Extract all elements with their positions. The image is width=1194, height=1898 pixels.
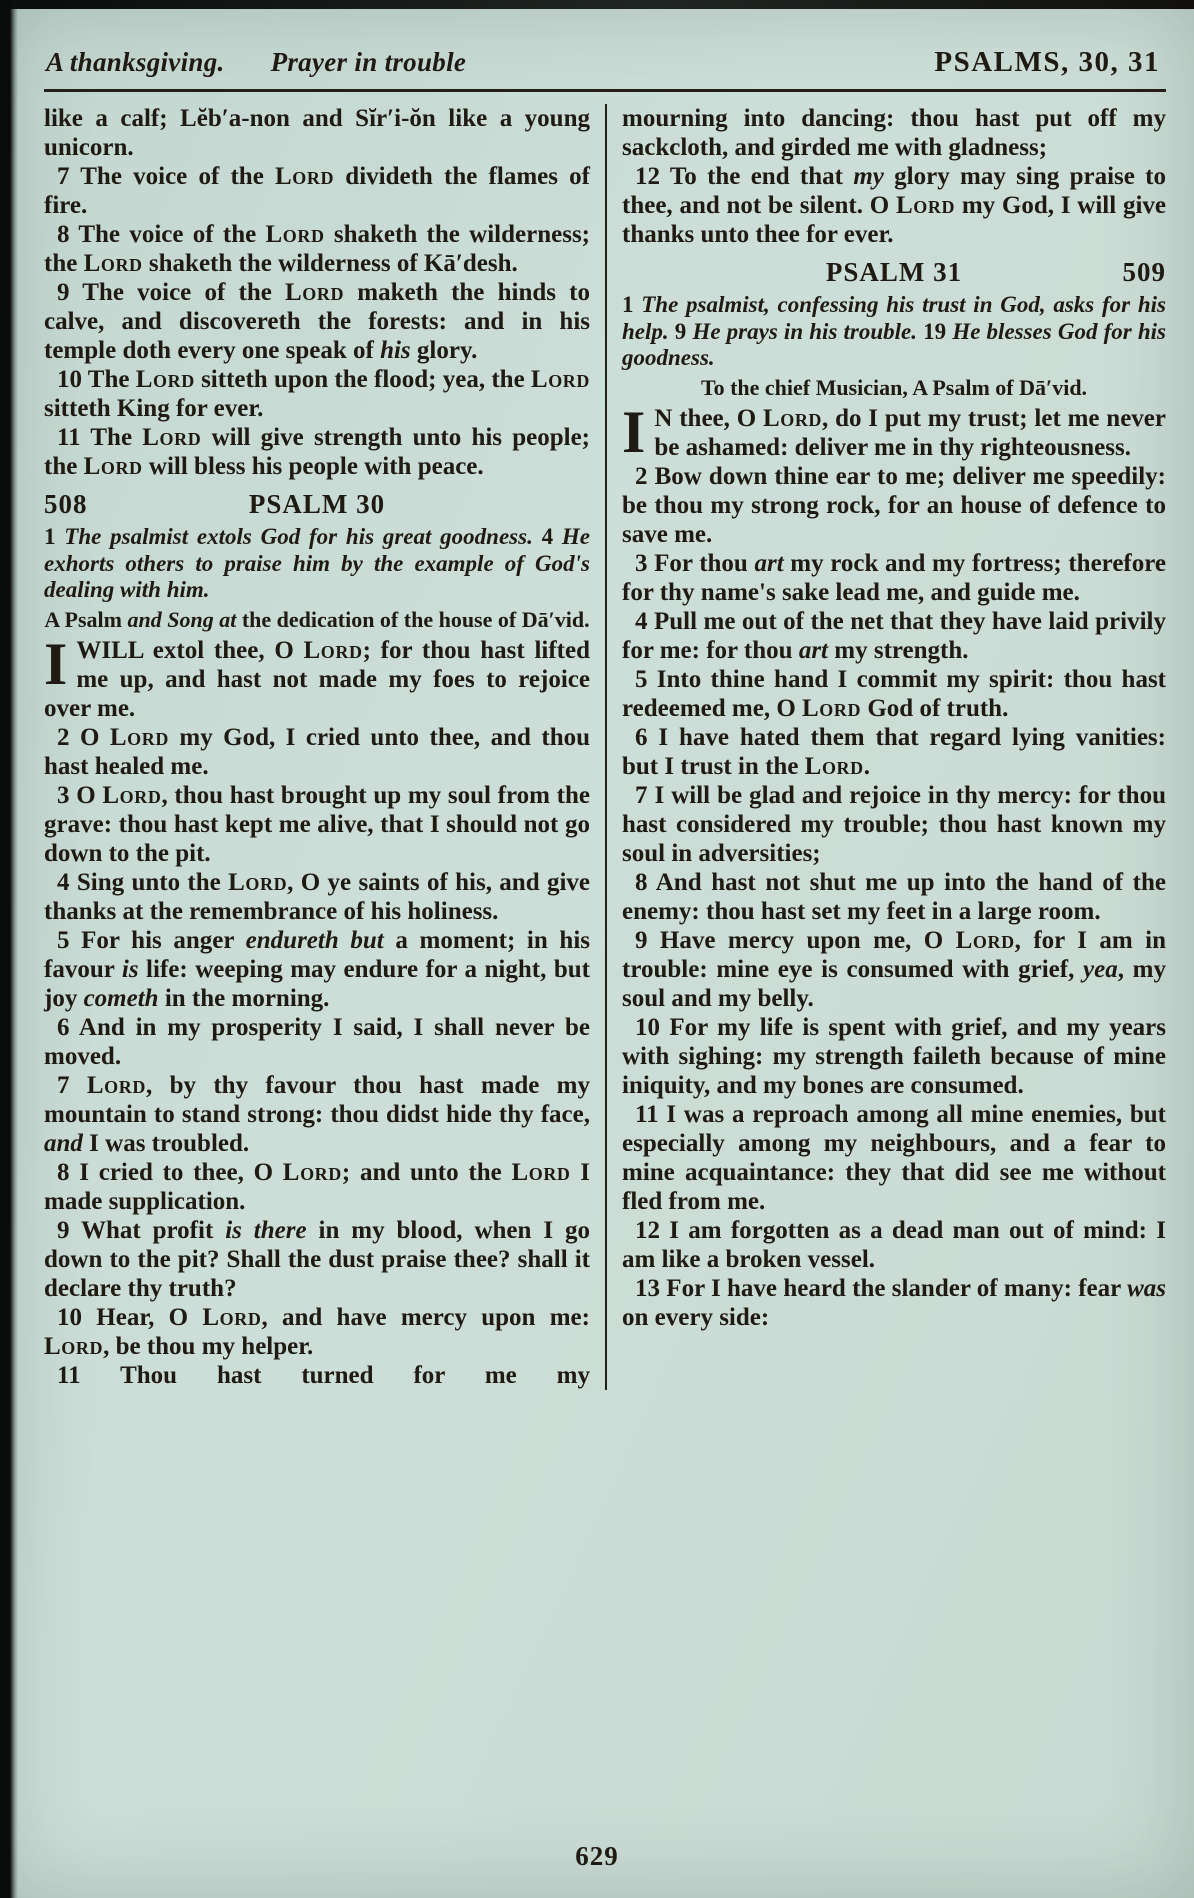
divine-name: Lord (511, 1158, 571, 1186)
drop-cap: I (44, 630, 68, 697)
running-head-right: PSALMS, 30, 31 (934, 46, 1160, 78)
text-run: 7 I will be glad and rejoice in thy mercy: for thou hast considered my trouble; thou hast known my soul in adversities; (622, 781, 1166, 867)
text-run: life: weeping may endure for a night, but joy (44, 955, 590, 1012)
italic-run: The psalmist extols God for his great goodness. (64, 524, 533, 549)
text-run: 7 The voice of the (57, 163, 276, 190)
text-run: 11 Thou hast turned for me my (57, 1361, 590, 1389)
psalm-title: PSALM 30 (248, 489, 386, 519)
psalm-page-ref-left: 508 (44, 489, 88, 519)
text-run: ; for thou hast lifted me up, and hast not made my foes to rejoice over me. (44, 636, 590, 722)
divine-name: Lord (275, 163, 335, 190)
text-run: mourning into dancing: thou hast put off my sackcloth, and girded me with gladness; (622, 105, 1166, 161)
verse-paragraph (44, 1013, 590, 1071)
text-run: the dedication of the house of Dā′vid. (236, 606, 590, 632)
divine-name: Lord (109, 723, 169, 751)
text-run: 9 (668, 318, 693, 344)
text-run: will bless his people with peace. (142, 453, 484, 480)
text-run: on every side: (622, 1303, 770, 1331)
text-run: N thee, O (654, 404, 763, 432)
text-run: A Psalm (44, 606, 128, 632)
divine-name: Lord (86, 1071, 146, 1099)
text-run: a moment; in his favour (44, 926, 590, 983)
text-run: 9 The voice of the (57, 279, 286, 306)
drop-cap: I (622, 398, 646, 465)
continuation-paragraph (44, 104, 590, 162)
italic-run: He prays in his trouble. (692, 318, 918, 344)
text-run: ; and unto the (341, 1158, 512, 1186)
divine-name: Lord (303, 636, 363, 664)
verse-paragraph (622, 868, 1166, 926)
text-run: glory may sing praise to thee, and not be silent. O (622, 163, 1166, 219)
divine-name: Lord (802, 694, 862, 722)
header-rule (44, 89, 1166, 92)
verse-paragraph (44, 1361, 590, 1390)
running-head-left-phrase-1: A thanksgiving. (46, 47, 225, 77)
italic-run: was (1127, 1274, 1166, 1302)
text-run: glory. (410, 337, 478, 364)
verse-paragraph (44, 365, 590, 423)
text-run: 3 O (57, 781, 103, 809)
text-run: , do I put my trust; let me never be ashamed: deliver me in thy righteousness. (654, 404, 1167, 461)
divine-name: Lord (804, 752, 864, 780)
text-run: my strength. (828, 636, 969, 664)
text-run: like a calf; Lĕb′a-non and Sĭr′i-ŏn like a young unicorn. (44, 105, 590, 161)
verse-paragraph (44, 926, 590, 1013)
text-run: 8 The voice of the (57, 221, 266, 248)
verse-paragraph (44, 868, 590, 926)
italic-run: and (44, 1129, 83, 1157)
verse-paragraph (622, 926, 1166, 1013)
verse-paragraph (622, 462, 1166, 549)
text-run: in my blood, when I go down to the pit? Shall the dust praise thee? shall it declare thy truth? (44, 1216, 590, 1302)
divine-name: Lord (228, 868, 288, 896)
text-run: my rock and my fortress; therefore for thy name's sake lead me, and guide me. (622, 549, 1166, 606)
text-run: my God, I will give thanks unto thee for ever. (622, 192, 1166, 248)
text-run: 10 The (57, 366, 136, 393)
italic-run: art (798, 636, 829, 664)
italic-run: and Song at (127, 606, 237, 632)
verse-paragraph (44, 423, 590, 481)
text-run: . (863, 752, 870, 780)
text-run: 7 (57, 1071, 87, 1099)
verse-paragraph (44, 1071, 590, 1158)
divine-name: Lord (530, 366, 590, 393)
divine-name: Lord (955, 926, 1015, 954)
left-column (44, 104, 605, 1390)
italic-run: art (754, 549, 784, 577)
text-run: 10 For my life is spent with grief, and my years with sighing: my strength faileth because of mine iniquity, and my bones are consumed. (622, 1013, 1166, 1099)
text-run: sitteth King for ever. (44, 395, 264, 422)
verse-paragraph (622, 723, 1166, 781)
text-run: WILL extol thee, O (76, 636, 304, 664)
verse-paragraph (622, 1216, 1166, 1274)
verse-paragraph (622, 665, 1166, 723)
text-run: 12 To the end that (635, 163, 854, 190)
text-run: , for I am in trouble: mine eye is consumed with grief, (622, 926, 1166, 983)
text-run: 19 (917, 318, 953, 344)
divine-name: Lord (44, 1332, 104, 1360)
psalm-heading (622, 258, 1166, 287)
divine-name: Lord (83, 250, 143, 277)
verse-paragraph (622, 1274, 1166, 1332)
divine-name: Lord (265, 221, 325, 248)
verse-paragraph (44, 781, 590, 868)
text-run: 6 I have hated them that regard lying vanities: but I trust in the (622, 723, 1166, 780)
text-run: , my soul and my belly. (622, 955, 1167, 1012)
verse-paragraph (622, 607, 1166, 665)
text-run: 3 For thou (635, 549, 755, 577)
text-run: shaketh the wilderness of Kā′desh. (142, 250, 518, 277)
psalm-page-ref-right: 509 (1122, 257, 1166, 287)
italic-run: yea (1083, 955, 1118, 983)
divine-name: Lord (202, 1303, 262, 1331)
text-run: 8 And hast not shut me up into the hand of the enemy: thou hast set my feet in a large room. (622, 868, 1166, 925)
psalm-inscription (44, 607, 590, 632)
text-run: 13 For I have heard the slander of many: fear (635, 1274, 1128, 1302)
text-run: 12 I am forgotten as a dead man out of mind: I am like a broken vessel. (622, 1216, 1166, 1273)
text-run: God of truth. (861, 694, 1009, 722)
italic-run: He blesses God for his goodness. (622, 318, 1166, 370)
verse-paragraph (622, 1013, 1166, 1100)
italic-run: my (853, 163, 884, 190)
text-run: shaketh the wilderness; the (44, 221, 591, 277)
italic-run: cometh (83, 984, 159, 1012)
text-run: I made supplication. (44, 1158, 591, 1215)
verse-paragraph (44, 278, 590, 365)
text-run: in the morning. (158, 984, 330, 1012)
text-run: , O ye saints of his, and give thanks at the remembrance of his holiness. (44, 868, 590, 925)
text-run: 5 Into thine hand I commit my spirit: thou hast redeemed me, O (622, 665, 1166, 722)
text-run: 9 What profit (57, 1216, 226, 1244)
italic-run: endureth but (245, 926, 384, 954)
verse-paragraph (622, 1100, 1166, 1216)
verse-paragraph (44, 630, 590, 723)
text-run: 11 I was a reproach among all mine enemies, but especially among my neighbours, and a fear to mine acquaintance: they that did see me without fled from me. (622, 1100, 1166, 1215)
verse-paragraph (44, 1216, 590, 1303)
italic-run: is there (225, 1216, 307, 1244)
verse-paragraph (622, 162, 1166, 249)
text-run: my God, I cried unto thee, and thou hast healed me. (44, 723, 590, 780)
verse-paragraph (622, 398, 1167, 465)
continuation-paragraph (622, 104, 1166, 162)
verse-paragraph (44, 1158, 590, 1216)
text-run: 6 And in my prosperity I said, I shall never be moved. (44, 1013, 590, 1070)
chapter-argument (44, 524, 590, 604)
text-run: will give strength unto his people; the (44, 424, 591, 480)
psalm-heading (44, 490, 590, 519)
text-run: 2 O (57, 723, 110, 751)
divine-name: Lord (895, 192, 956, 219)
text-run: , thou hast brought up my soul from the grave: thou hast kept me alive, that I should not go down to the pit. (44, 781, 590, 867)
text-run: 11 The (57, 424, 143, 451)
divine-name: Lord (83, 453, 143, 480)
verse-paragraph (622, 781, 1166, 868)
text-run: 10 Hear, O (57, 1303, 203, 1331)
page-footer (0, 1841, 1194, 1872)
psalm-inscription (622, 375, 1166, 400)
verse-paragraph (44, 220, 590, 278)
running-header (44, 46, 1166, 79)
divine-name: Lord (102, 781, 162, 809)
text-run: 5 For his anger (57, 926, 246, 954)
text-columns (44, 104, 1166, 1390)
text-run: divideth the flames of fire. (44, 163, 590, 219)
chapter-argument (622, 292, 1166, 372)
italic-run: The psalmist, confessing his trust in God, asks for his help. (622, 292, 1166, 344)
text-run: To the chief Musician, A Psalm of Dā′vid. (700, 374, 1088, 400)
italic-run: He exhorts others to praise him by the example of God's dealing with him. (44, 524, 591, 602)
text-run: 9 Have mercy upon me, O (635, 926, 956, 954)
text-run: , be thou my helper. (103, 1332, 314, 1360)
verse-paragraph (622, 549, 1166, 607)
verse-paragraph (44, 1303, 590, 1361)
psalm-title: PSALM 31 (825, 257, 963, 287)
text-run: 4 Pull me out of the net that they have laid privily for me: for thou (622, 607, 1166, 664)
text-run: I was troubled. (82, 1129, 250, 1157)
text-run: 1 (622, 292, 642, 317)
italic-run: is (121, 955, 139, 983)
text-run: 4 Sing unto the (57, 868, 229, 896)
divine-name: Lord (282, 1158, 342, 1186)
italic-run: his (380, 337, 411, 364)
text-run: sitteth upon the flood; yea, the (194, 366, 531, 393)
divine-name: Lord (142, 424, 202, 451)
running-head-left (46, 47, 466, 78)
text-run: , and have mercy upon me: (261, 1303, 590, 1331)
verse-paragraph (44, 723, 590, 781)
text-run: , by thy favour thou hast made my mountain to stand strong: thou didst hide thy face, (44, 1071, 591, 1128)
verse-paragraph (44, 162, 590, 220)
divine-name: Lord (135, 366, 195, 393)
right-column (605, 104, 1166, 1390)
page-number: 629 (575, 1841, 619, 1871)
divine-name: Lord (285, 279, 345, 306)
text-run: 8 I cried to thee, O (57, 1158, 283, 1186)
text-run: 4 (532, 524, 562, 549)
divine-name: Lord (762, 404, 823, 432)
running-head-left-phrase-2: Prayer in trouble (270, 47, 467, 77)
text-run: maketh the hinds to calve, and discovereth the forests: and in his temple doth every one speak of (44, 279, 591, 364)
text-run: 2 Bow down thine ear to me; deliver me speedily: be thou my strong rock, for an house of defence to save me. (622, 462, 1166, 548)
text-run: 1 (44, 524, 65, 549)
